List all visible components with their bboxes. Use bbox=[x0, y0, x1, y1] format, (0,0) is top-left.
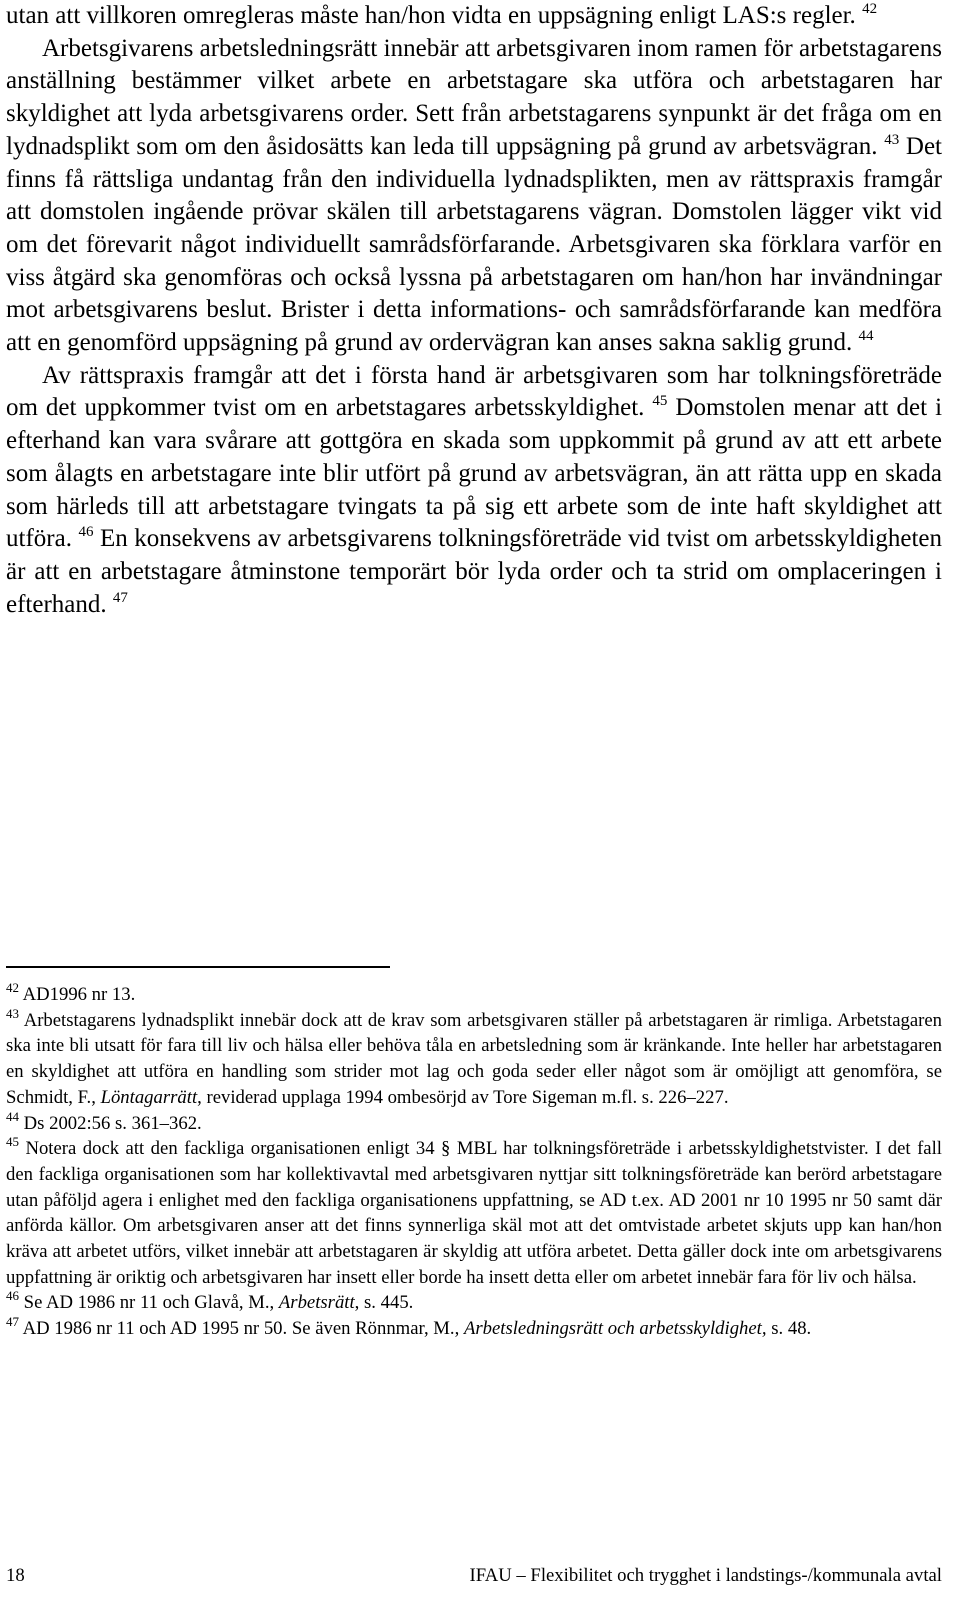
footnote-ref-43[interactable]: 43 bbox=[884, 131, 900, 148]
paragraph-1 bbox=[6, 0, 942, 33]
paragraph-2-text-a: Arbetsgivarens arbetsledningsrätt innebär att arbetsgivaren inom ramen för arbetstagarens anställning bestämmer vilket arbete en arbetstagare ska utföra och arbetstagaren har skyldighet att lyda arbetsgivarens order. Sett från arbetstagarens synpunkt är det fråga om en lydnadsplikt som om den åsidosätts kan leda till uppsägning på grund av arbetsvägran. bbox=[6, 34, 942, 160]
paragraph-1-text: utan att villkoren omregleras måste han/hon vidta en uppsägning enligt LAS:s regler. bbox=[6, 2, 856, 29]
footnote-text: AD1996 nr 13. bbox=[19, 984, 136, 1005]
footnote-number: 44 bbox=[6, 1108, 19, 1124]
footnote-text: Ds 2002:56 s. 361–362. bbox=[19, 1112, 202, 1134]
paragraph-2 bbox=[6, 33, 942, 360]
paragraph-3-text-a: Av rättspraxis framgår att det i första hand är arbetsgivaren som har tolkningsföreträde om det uppkommer tvist om en arbetstagares arbetsskyldighet. bbox=[6, 361, 942, 422]
footnote-number: 43 bbox=[6, 1005, 19, 1021]
footnote-text: , reviderad upplaga 1994 ombesörjd av Tore Sigeman m.fl. s. 226–227. bbox=[197, 1086, 729, 1108]
footnote-text: Arbetstagarens lydnadsplikt innebär dock att de krav som arbetsgivaren ställer på arbetstagaren är rimliga. Arbetstagaren ska inte bli utsatt för fara till liv och hälsa eller behöva tåla en arbetsledning som är kränkande. Inte heller har arbetstagaren en skyldighet att utföra en handling som strider mot lag och goda seder eller något som är omöjligt att genomföra, se Schmidt, F., bbox=[6, 1009, 942, 1108]
footnote-ref-45[interactable]: 45 bbox=[652, 393, 668, 410]
paragraph-2-text-b: Det finns få rättsliga undantag från den individuella lydnadsplikten, men av rättspraxis framgår att domstolen ingående prövar skälen till arbetstagarens vägran. Domstolen lägger vikt vid om det förevarit något individuellt samrådsförfarande. Arbetsgivaren ska förklara varför en viss åtgärd ska genomföras och också lyssna på arbetstagaren om han/hon har invändningar mot arbetsgivarens beslut. Brister i detta informations- och samrådsförfarande kan medföra att en genomförd uppsägning på grund av ordervägran kan anses sakna saklig grund. bbox=[6, 132, 943, 357]
footnote-book-title: Löntagarrätt bbox=[100, 1086, 198, 1108]
footnote-separator bbox=[6, 966, 390, 968]
footnote-ref-42[interactable]: 42 bbox=[862, 1, 878, 17]
footnote-43 bbox=[6, 1005, 942, 1111]
page-number: 18 bbox=[6, 1565, 25, 1586]
footnote-45 bbox=[6, 1136, 942, 1290]
footnote-42 bbox=[6, 982, 942, 1008]
footnote-text: Se AD 1986 nr 11 och Glavå, M., bbox=[19, 1292, 279, 1314]
paragraph-3-text-b: Domstolen menar att det i efterhand kan vara svårare att gottgöra en skada som uppkommit på grund av att ett arbete som ålagts en arbetstagare inte blir utfört på grund av arbetsvägran, än att rätta upp en skada som härleds till att arbetstagare tvingats ta på sig ett arbete som de inte haft skyldighet att utföra. bbox=[6, 394, 943, 553]
footnote-number: 46 bbox=[6, 1288, 19, 1304]
paragraph-3 bbox=[6, 360, 942, 622]
footnote-text: s. 48. bbox=[766, 1318, 812, 1340]
footnote-book-title: Arbetsrätt bbox=[278, 1292, 355, 1314]
footnote-47 bbox=[6, 1316, 942, 1342]
paragraph-3-text-c: En konsekvens av arbetsgivarens tolkningsföreträde vid tvist om arbetsskyldigheten är att en arbetstagare åtminstone temporärt bör lyda order och ta strid om omplaceringen i efterhand. bbox=[6, 525, 942, 618]
footnote-ref-46[interactable]: 46 bbox=[78, 524, 94, 541]
footnote-number: 45 bbox=[6, 1134, 19, 1150]
footnote-ref-44[interactable]: 44 bbox=[858, 328, 874, 345]
footnote-number: 42 bbox=[6, 980, 19, 995]
running-title: IFAU – Flexibilitet och trygghet i landstings-/kommunala avtal bbox=[469, 1565, 942, 1586]
footnote-text: AD 1986 nr 11 och AD 1995 nr 50. Se även Rönnmar, M., bbox=[19, 1318, 464, 1340]
footnote-text: Notera dock att den fackliga organisationen enligt 34 § MBL har tolkningsföreträde i arbetsskyldighetstvister. I det fall den fackliga organisationen som har kollektivavtal med arbetsgivaren nyttjar sitt tolkningsföreträde kan berörd arbetstagare utan påföljd agera i enlighet med den fackliga organisationens uppfattning, se AD t.ex. AD 2001 nr 10 1995 nr 50 samt där anförda källor. Om arbetsgivaren anser att det finns synnerliga skäl mot att det omtvistade arbetet skjuts upp kan han/hon kräva att arbetet utförs, vilket innebär att arbetstagaren är skyldig att utföra arbetet. Detta gäller dock inte om arbetsgivarens uppfattning är oriktig och arbetsgivaren har insett eller borde ha insett detta eller om arbetet innebär fara för liv och hälsa. bbox=[6, 1138, 942, 1288]
footnote-44 bbox=[6, 1108, 942, 1137]
footnotes bbox=[6, 982, 942, 1342]
footnote-text: , s. 445. bbox=[354, 1292, 414, 1314]
footnote-ref-47[interactable]: 47 bbox=[112, 589, 128, 606]
footnote-number: 47 bbox=[6, 1314, 19, 1330]
body-text bbox=[6, 0, 942, 621]
footnote-book-title: Arbetsledningsrätt och arbetsskyldighet, bbox=[463, 1318, 767, 1340]
footnote-46 bbox=[6, 1290, 942, 1316]
